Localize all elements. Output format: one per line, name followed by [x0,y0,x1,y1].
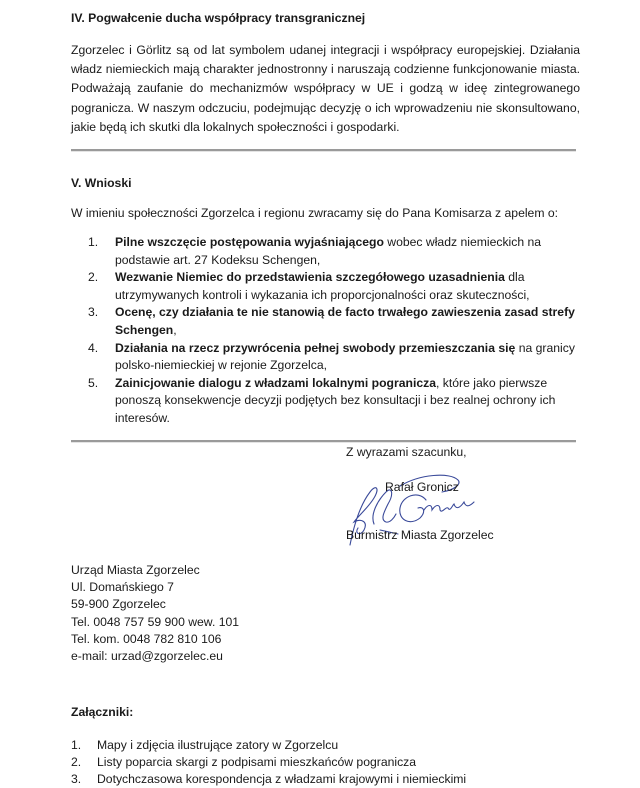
request-item [88,304,588,339]
request-item [88,375,588,428]
paragraph-line: Zgorzelec i Görlitz są od lat symbolem udanej integracji i współpracy europejskiej. Działania [71,43,580,57]
request-item [88,269,588,304]
item-bold-text: Ocenę, czy działania te nie stanowią de facto trwałego zawieszenia zasad strefy Schengen [115,305,575,337]
attachment-item [71,754,466,771]
signatory-role: Burmistrz Miasta Zgorzelec [346,528,494,542]
paragraph-line: pogranicza. W naszym odczuciu, podejmując decyzję o ich wprowadzeniu nie skonsultowano, [71,100,580,115]
request-item [88,234,588,269]
section-4-paragraph [71,41,580,137]
attachment-text: Mapy i zdjęcia ilustrujące zatory w Zgorzelcu [97,738,339,752]
item-bold-text: Wezwanie Niemiec do przedstawienia szczegółowego uzasadnienia [115,270,505,285]
attachment-item [71,737,466,754]
item-number: 3. [71,772,82,786]
address-block [71,562,239,665]
paragraph-line: władz niemieckich mają charakter jednostronny i naruszają codzienne funkcjonowanie miasta. [71,62,580,77]
item-number: 5. [88,375,99,390]
item-bold-text: Pilne wszczęcie postępowania wyjaśniającego [115,235,384,249]
phone-line: Tel. 0048 757 59 900 wew. 101 [71,614,240,629]
signatory-name: Rafał Gronicz [385,480,459,494]
item-bold-text: Zainicjowanie dialogu z władzami lokalnymi pogranicza [115,375,437,390]
item-number: 1. [88,235,99,249]
item-number: 3. [88,305,99,320]
item-text: na granicy polsko-niemieckiej w rejonie Zgorzelca, [115,340,575,373]
section-5-heading: V. Wnioski [71,176,132,190]
item-number: 1. [71,738,82,752]
attachment-item [71,771,466,788]
section-divider [71,149,576,152]
item-text: , które jako pierwsze ponoszą konsekwencje decyzji podjętych bez konsultacji i bez realnej ochrony ich interesów. [115,375,556,425]
item-text: wobec władz niemieckich na podstawie art. 27 Kodeksu Schengen, [115,235,542,267]
item-number: 2. [71,755,82,769]
attachments-list [71,737,466,788]
requests-list [88,234,588,428]
mobile-line: Tel. kom. 0048 782 810 106 [71,631,222,646]
email-line: e-mail: urzad@zgorzelec.eu [71,649,223,664]
item-number: 2. [88,270,99,285]
item-bold-text: Działania na rzecz przywrócenia pełnej swobody przemieszczania się [115,340,516,355]
closing-salutation: Z wyrazami szacunku, [346,445,467,459]
request-item [88,340,588,375]
section-5-intro: W imieniu społeczności Zgorzelca i regionu zwracamy się do Pana Komisarza z apelem o: [71,206,559,220]
address-line: Urząd Miasta Zgorzelec [71,563,200,577]
address-line: 59-900 Zgorzelec [71,597,166,612]
paragraph-line: jakie będą ich skutki dla lokalnych społeczności i gospodarki. [71,119,400,134]
item-number: 4. [88,340,99,355]
item-text: , [173,322,177,337]
section-4-heading: IV. Pogwałcenie ducha współpracy transgranicznej [71,11,366,25]
attachment-text: Listy poparcia skargi z podpisami mieszkańców pogranicza [97,755,417,769]
address-line: Ul. Domańskiego 7 [71,580,174,595]
attachments-heading: Załączniki: [71,705,134,719]
paragraph-line: Podważają zaufanie do mechanizmów współpracy w UE i godzą w ideę zintegrowanego [71,81,580,96]
section-divider [71,440,576,443]
attachment-text: Dotychczasowa korespondencja z władzami krajowymi i niemieckimi [97,772,467,786]
item-text: dla utrzymywanych kontroli i wykazania ich proporcjonalności oraz skuteczności, [115,270,530,302]
